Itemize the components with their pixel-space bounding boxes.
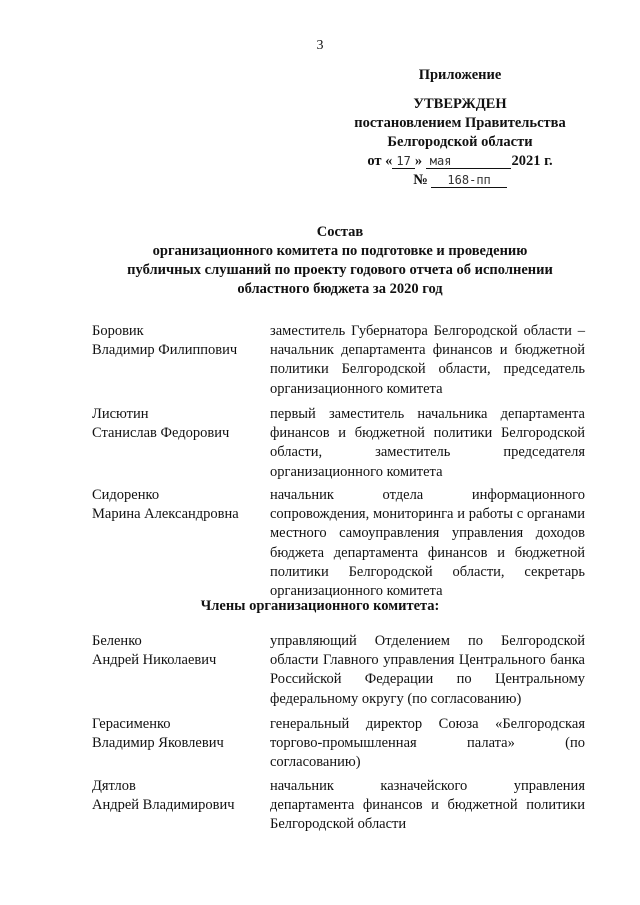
member-name [92,777,262,815]
member-role: заместитель Губернатора Белгородской области – начальник департамента финансов и бюджетной политики Белгородской области, председатель организационного комитета [270,323,585,397]
member-role: первый заместитель начальника департамента финансов и бюджетной политики Белгородской области, заместитель председателя организационного комитета [270,406,585,480]
approved-by-line-1: постановлением Правительства [354,115,566,131]
date-prefix: от « [367,153,393,169]
member-given-names: Владимир Филиппович [92,342,238,359]
member-role: начальник отдела информационного сопровождения, мониторинга и работы с органами местного самоуправления управления доходов бюджета департамента финансов и бюджетной политики Белгородской области, секретарь организационного комитета [270,487,585,600]
approval-number [330,171,590,190]
date-month: мая [426,154,512,169]
title-line-2: организационного комитета по подготовке и проведению [152,243,528,259]
member-given-names: Станислав Федорович [92,425,230,442]
member-surname: Сидоренко [92,487,160,503]
approved-by-line-2: Белгородской области [387,134,533,150]
date-year: 2021 г. [511,153,553,169]
member-role: начальник казначейского управления департамента финансов и бюджетной политики Белгородской области [270,778,585,833]
title-line-3: публичных слушаний по проекту годового отчета об исполнении [127,262,553,278]
member-surname: Лисютин [92,406,149,422]
member-given-names: Андрей Владимирович [92,797,235,814]
member-name [92,486,262,524]
approval-date [330,152,590,171]
member-name [92,405,262,443]
member-surname: Беленко [92,633,142,649]
date-day: 17 [392,154,414,169]
member-surname: Боровик [92,323,144,339]
members-heading: Члены организационного комитета: [200,598,440,614]
member-role: управляющий Отделением по Белгородской области Главного управления Центрального банка Российской Федерации по Центральному федеральному округу (по согласованию) [270,633,585,707]
number-value: 168-пп [431,173,506,188]
appendix-label: Приложение [418,67,502,83]
member-name [92,715,262,753]
number-prefix: № [413,172,428,188]
page-number: 3 [316,38,324,53]
document-title [60,223,620,299]
member-given-names: Владимир Яковлевич [92,735,224,752]
date-mid: » [414,153,423,169]
member-name [92,632,262,670]
member-given-names: Андрей Николаевич [92,652,217,669]
member-name [92,322,262,360]
member-given-names: Марина Александровна [92,506,239,523]
member-surname: Дятлов [92,778,136,794]
title-line-4: областного бюджета за 2020 год [237,281,443,297]
title-line-1: Состав [316,224,364,240]
approved-label: УТВЕРЖДЕН [413,96,507,112]
member-surname: Герасименко [92,716,171,732]
member-role: генеральный директор Союза «Белгородская торгово-промышленная палата» (по согласованию) [270,716,585,771]
approval-stamp [330,66,590,190]
